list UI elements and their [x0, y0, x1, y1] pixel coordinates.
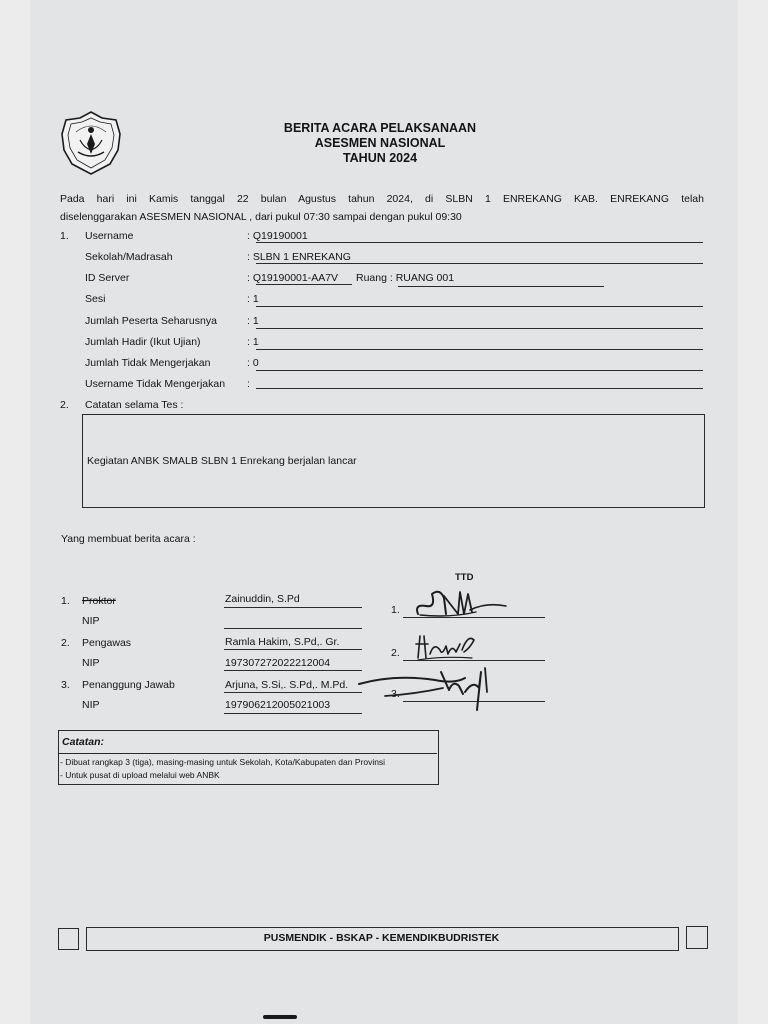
signatory1-name: Zainuddin, S.Pd — [225, 593, 300, 605]
signatory2-role: Pengawas — [82, 637, 132, 649]
name-underline — [224, 607, 362, 608]
document-title-line2: ASESMEN NASIONAL — [314, 136, 446, 150]
field-underline — [256, 284, 352, 285]
field-underline — [256, 242, 703, 243]
field-value-peserta-seharusnya: : 1 — [247, 315, 259, 327]
field-underline — [256, 306, 703, 307]
field-underline — [256, 349, 703, 350]
signatory2-name: Ramla Hakim, S.Pd,. Gr. — [225, 636, 340, 648]
signatory3-nip: 197906212005021003 — [225, 699, 331, 711]
signatory1-nip-label: NIP — [82, 615, 100, 627]
notes-line2: - Untuk pusat di upload melalui web ANBK — [60, 770, 220, 780]
name-underline — [224, 649, 362, 650]
field-label-jumlah-hadir: Jumlah Hadir (Ikut Ujian) — [85, 336, 201, 348]
signatory3-number: 3. — [61, 679, 70, 691]
field-label-school: Sekolah/Madrasah — [85, 251, 173, 263]
signatory1-role: Proktor — [82, 595, 116, 607]
nip-underline — [224, 628, 362, 629]
section1-number: 1. — [60, 230, 69, 242]
field-underline — [256, 263, 703, 264]
footer-text: PUSMENDIK - BSKAP - KEMENDIKBUDRISTEK — [263, 932, 500, 944]
notes-divider — [58, 753, 437, 754]
scan-margin-left — [0, 0, 30, 1024]
signature-penanggung-jawab — [355, 662, 500, 714]
footer-left-square — [58, 928, 79, 950]
footer-right-square — [686, 926, 708, 949]
field-value-username: : Q19190001 — [247, 230, 308, 242]
intro-line1: Pada hari ini Kamis tanggal 22 bulan Agustus tahun 2024, di SLBN 1 ENREKANG KAB. ENREKANG telah — [60, 193, 704, 205]
signatory2-nip: 197307272022212004 — [225, 657, 331, 669]
field-label-peserta-seharusnya: Jumlah Peserta Seharusnya — [85, 315, 217, 327]
name-underline — [224, 692, 362, 693]
notes-line1: - Dibuat rangkap 3 (tiga), masing-masing untuk Sekolah, Kota/Kabupaten dan Provinsi — [60, 757, 386, 767]
signatory1-number: 1. — [61, 595, 70, 607]
field-label-tidak-mengerjakan: Jumlah Tidak Mengerjakan — [85, 357, 211, 369]
notes-during-test-text: Kegiatan ANBK SMALB SLBN 1 Enrekang berjalan lancar — [87, 455, 357, 467]
field-underline — [256, 388, 703, 389]
signature-proktor — [410, 584, 520, 624]
section2-label: Catatan selama Tes : — [85, 399, 184, 411]
field-value-school: : SLBN 1 ENREKANG — [247, 251, 351, 263]
signature3-number: 3. — [391, 688, 400, 700]
signatory3-role: Penanggung Jawab — [82, 679, 175, 691]
tut-wuri-handayani-logo-icon — [58, 110, 124, 176]
scan-margin-right — [738, 0, 768, 1024]
intro-line2: diselenggarakan ASESMEN NASIONAL , dari pukul 07:30 sampai dengan pukul 09:30 — [60, 211, 462, 223]
ttd-label: TTD — [455, 572, 474, 583]
field-label-sesi: Sesi — [85, 293, 106, 305]
signatory3-nip-label: NIP — [82, 699, 100, 711]
field-label-username: Username — [85, 230, 134, 242]
notes-title: Catatan: — [62, 736, 105, 748]
field-underline — [256, 370, 703, 371]
document-title-line1: BERITA ACARA PELAKSANAAN — [283, 121, 477, 135]
field-underline — [256, 328, 703, 329]
signature1-number: 1. — [391, 604, 400, 616]
section2-number: 2. — [60, 399, 69, 411]
field-underline — [398, 286, 604, 287]
signatory2-number: 2. — [61, 637, 70, 649]
field-value-jumlah-hadir: : 1 — [247, 336, 259, 348]
field-value-sesi: : 1 — [247, 293, 259, 305]
signature-pengawas — [412, 630, 482, 664]
document-title-line3: TAHUN 2024 — [342, 151, 418, 165]
field-value-id-server: : Q19190001-AA7V — [247, 272, 339, 284]
field-value-username-tidak-mengerjakan: : — [247, 378, 250, 390]
intro-paragraph — [60, 190, 704, 226]
signatories-heading: Yang membuat berita acara : — [61, 533, 196, 545]
nip-underline — [224, 713, 362, 714]
field-value-ruang: Ruang : RUANG 001 — [356, 272, 455, 284]
nip-underline — [224, 670, 362, 671]
signatory3-name: Arjuna, S.Si,. S.Pd,. M.Pd. — [225, 679, 349, 691]
field-value-tidak-mengerjakan: : 0 — [247, 357, 259, 369]
scan-mark — [263, 1015, 297, 1019]
signatory2-nip-label: NIP — [82, 657, 100, 669]
signature2-number: 2. — [391, 647, 400, 659]
field-label-username-tidak-mengerjakan: Username Tidak Mengerjakan — [85, 378, 226, 390]
field-label-id-server: ID Server — [85, 272, 130, 284]
